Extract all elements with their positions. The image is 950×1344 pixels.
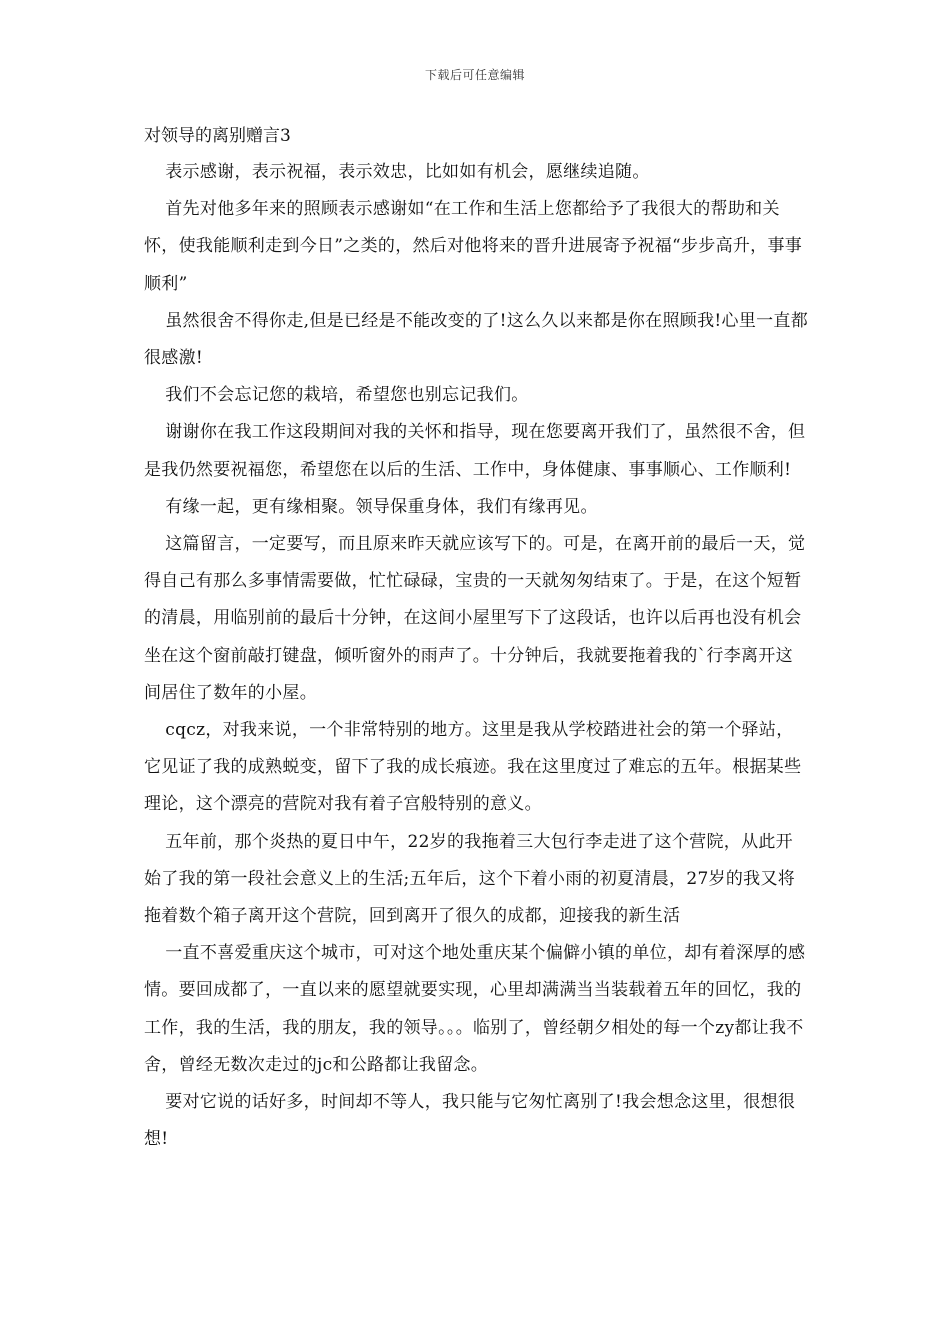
document-title: 对领导的离别赠言3 [144, 126, 291, 146]
header-note: 下载后可任意编辑 [424, 68, 525, 82]
paragraph: 虽然很舍不得你走,但是已经是不能改变的了!这么久以来都是你在照顾我!心里一直都很感激! [144, 310, 809, 369]
paragraph: 谢谢你在我工作这段期间对我的关怀和指导，现在您要离开我们了，虽然很不舍，但是我仍然要祝福您，希望您在以后的生活、工作中，身体健康、事事顺心、工作顺利! [144, 422, 806, 480]
paragraph: 表示感谢，表示祝福，表示效忠，比如如有机会，愿继续追随。 [165, 162, 650, 182]
paragraph: 要对它说的话好多，时间却不等人，我只能与它匆忙离别了!我会想念这里，很想很想! [144, 1092, 796, 1150]
paragraph: 有缘一起，更有缘相聚。领导保重身体，我们有缘再见。 [165, 496, 598, 517]
paragraph: 我们不会忘记您的栽培，希望您也别忘记我们。 [165, 385, 529, 406]
paragraph: cqcz，对我来说，一个非常特别的地方。这里是我从学校踏进社会的第一个驿站，它见证了我的成熟蜕变，留下了我的成长痕迹。我在这里度过了难忘的五年。根据某些理论，这个漂亮的营院对我有着子宫般特别的意义。 [144, 720, 802, 815]
paragraph: 一直不喜爱重庆这个城市，可对这个地处重庆某个偏僻小镇的单位，却有着深厚的感情。要回成都了，一直以来的愿望就要实现，心里却满满当当装载着五年的回忆，我的工作，我的生活，我的朋友，我的领导。。。临别了，曾经朝夕相处的每一个zy都让我不舍，曾经无数次走过的jc和公路都让我留念。 [144, 943, 806, 1075]
paragraph: 首先对他多年来的照顾表示感谢如“在工作和生活上您都给予了我很大的帮助和关怀，使我能顺利走到今日”之类的，然后对他将来的晋升进展寄予祝福“步步高升，事事顺利” [144, 199, 803, 294]
document-body [144, 124, 810, 1158]
paragraph: 这篇留言，一定要写，而且原来昨天就应该写下的。可是，在离开前的最后一天，觉得自己有那么多事情需要做，忙忙碌碌，宝贵的一天就匆匆结束了。于是，在这个短暂的清晨，用临别前的最后十分钟，在这间小屋里写下了这段话，也许以后再也没有机会坐在这个窗前敲打键盘，倾听窗外的雨声了。十分钟后，我就要拖着我的`行李离开这间居住了数年的小屋。 [144, 534, 806, 703]
paragraph: 五年前，那个炎热的夏日中午，22岁的我拖着三大包行李走进了这个营院，从此开始了我的第一段社会意义上的生活;五年后，这个下着小雨的初夏清晨，27岁的我又将拖着数个箱子离开这个营院，回到离开了很久的成都，迎接我的新生活 [144, 831, 796, 927]
